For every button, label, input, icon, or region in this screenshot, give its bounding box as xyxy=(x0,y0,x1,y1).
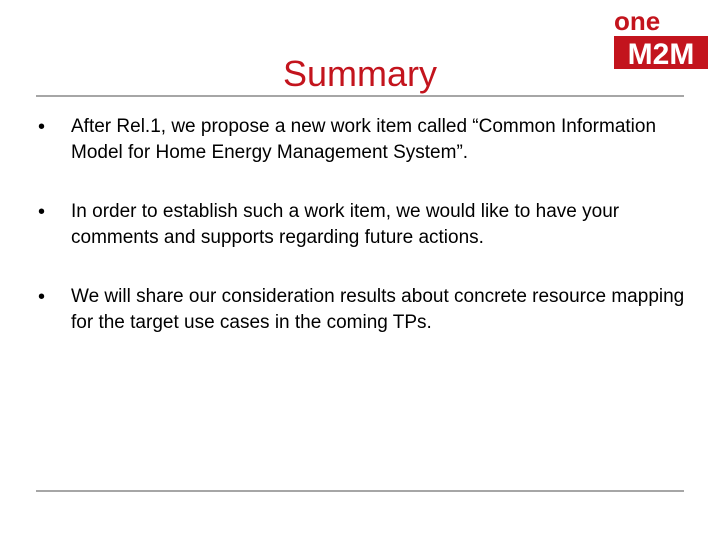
bullet-item xyxy=(30,114,690,166)
bullet-text: We will share our consideration results about concrete resource mapping for the target use cases in the coming TPs. xyxy=(71,286,685,333)
bullet-text: In order to establish such a work item, we would like to have your comments and supports regarding future actions. xyxy=(71,201,620,248)
bullet-dot-icon: • xyxy=(38,201,46,223)
bullet-item xyxy=(30,199,690,251)
bullet-dot-icon: • xyxy=(38,116,46,138)
onem2m-logo-graphic xyxy=(610,6,714,72)
slide-title: Summary xyxy=(282,53,438,94)
logo-line1: one xyxy=(614,6,661,36)
title-divider xyxy=(36,95,684,97)
bullet-list xyxy=(30,114,690,369)
bullet-dot-icon: • xyxy=(38,286,46,308)
onem2m-logo xyxy=(610,6,714,72)
footer-divider xyxy=(36,490,684,492)
bullet-text: After Rel.1, we propose a new work item called “Common Information Model for Home Energy Management System”. xyxy=(71,116,657,163)
logo-line2: M2M xyxy=(627,38,695,71)
bullet-item xyxy=(30,284,690,336)
